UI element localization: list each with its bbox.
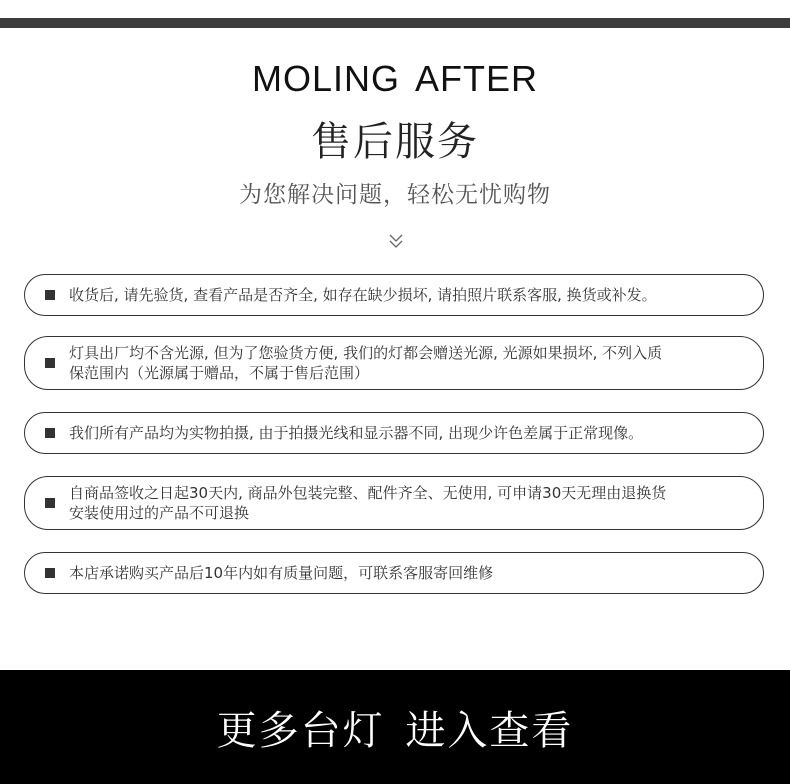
- policy-text: 自商品签收之日起30天内, 商品外包装完整、配件齐全、无使用, 可申请30天无理由退换货 安装使用过的产品不可退换: [69, 484, 667, 522]
- policy-item-light-source: [24, 336, 764, 390]
- policy-item-inspection: [24, 274, 764, 316]
- page-subtitle: 为您解决问题，轻松无忧购物: [239, 182, 551, 208]
- bullet-square-icon: [45, 290, 55, 300]
- bullet-square-icon: [45, 428, 55, 438]
- policy-item-return: [24, 476, 764, 530]
- brand-title: MOLING AFTER: [251, 58, 539, 99]
- more-lamps-label: 更多台灯 进入查看: [216, 707, 574, 754]
- policy-item-color-difference: [24, 412, 764, 454]
- more-lamps-banner[interactable]: [0, 670, 790, 784]
- bullet-square-icon: [45, 358, 55, 368]
- policy-text: 本店承诺购买产品后10年内如有质量问题，可联系客服寄回维修: [69, 564, 494, 582]
- policy-text: 收货后, 请先验货, 查看产品是否齐全, 如存在缺少损坏, 请拍照片联系客服, 换货或补发。: [69, 286, 657, 304]
- policy-text: 我们所有产品均为实物拍摄, 由于拍摄光线和显示器不同, 出现少许色差属于正常现像。: [69, 424, 644, 442]
- policy-text: 灯具出厂均不含光源, 但为了您验货方便, 我们的灯都会赠送光源, 光源如果损坏, 不列入质 保范围内（光源属于赠品，不属于售后范围）: [69, 344, 663, 382]
- double-chevron-down-icon: [388, 232, 404, 250]
- bullet-square-icon: [45, 568, 55, 578]
- top-divider-bar: [0, 18, 790, 28]
- policy-item-warranty: [24, 552, 764, 594]
- page-title: 售后服务: [311, 119, 479, 165]
- bullet-square-icon: [45, 498, 55, 508]
